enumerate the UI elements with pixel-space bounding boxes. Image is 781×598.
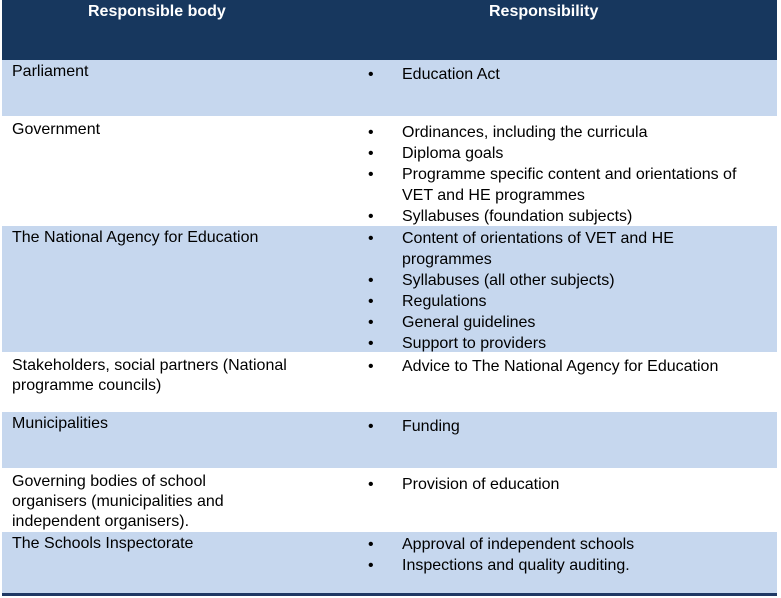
responsibility-list [362,64,762,85]
responsibility-list [362,228,762,354]
responsibility-list [362,356,762,377]
responsibility-table [2,0,777,596]
responsibility-list [362,534,762,576]
responsible-body-cell: Parliament [12,63,89,80]
responsibility-list [362,122,762,227]
responsibility-item: • Advice to The National Agency for Education [362,356,762,377]
responsibility-item: • Syllabuses (foundation subjects) [362,206,762,227]
responsibility-item: • Regulations [362,291,762,312]
responsibility-item: • Programme specific content and orientations of VET and HE programmes [362,164,762,206]
table-row [2,60,777,118]
responsibility-item: • Inspections and quality auditing. [362,555,762,576]
responsible-body-cell: Municipalities [12,415,109,432]
table-header [2,0,777,62]
responsibility-item: • Education Act [362,64,762,85]
responsibility-item: • Funding [362,416,762,437]
responsibility-item: • Syllabuses (all other subjects) [362,270,762,291]
table-row [2,354,777,412]
header-responsibility: Responsibility [489,3,599,20]
responsible-body-cell: Stakeholders, social partners (National programme councils) [12,357,287,394]
responsible-body-cell: The Schools Inspectorate [12,535,194,552]
table-row [2,226,777,354]
table-row [2,470,777,532]
responsibility-item: • Content of orientations of VET and HE programmes [362,228,762,270]
responsible-body-cell: The National Agency for Education [12,229,259,246]
responsibility-item: • General guidelines [362,312,762,333]
responsibility-item: • Support to providers [362,333,762,354]
responsibility-item: • Approval of independent schools [362,534,762,555]
responsible-body-cell: Governing bodies of school organisers (municipalities and independent organisers). [12,473,224,530]
responsibility-list [362,474,762,495]
responsibility-list [362,416,762,437]
table-row [2,532,777,593]
responsibility-item: • Provision of education [362,474,762,495]
responsibility-item: • Ordinances, including the curricula [362,122,762,143]
header-responsible-body: Responsible body [88,3,226,20]
table-row [2,412,777,470]
table-row [2,118,777,226]
responsible-body-cell: Government [12,121,101,138]
responsibility-item: • Diploma goals [362,143,762,164]
